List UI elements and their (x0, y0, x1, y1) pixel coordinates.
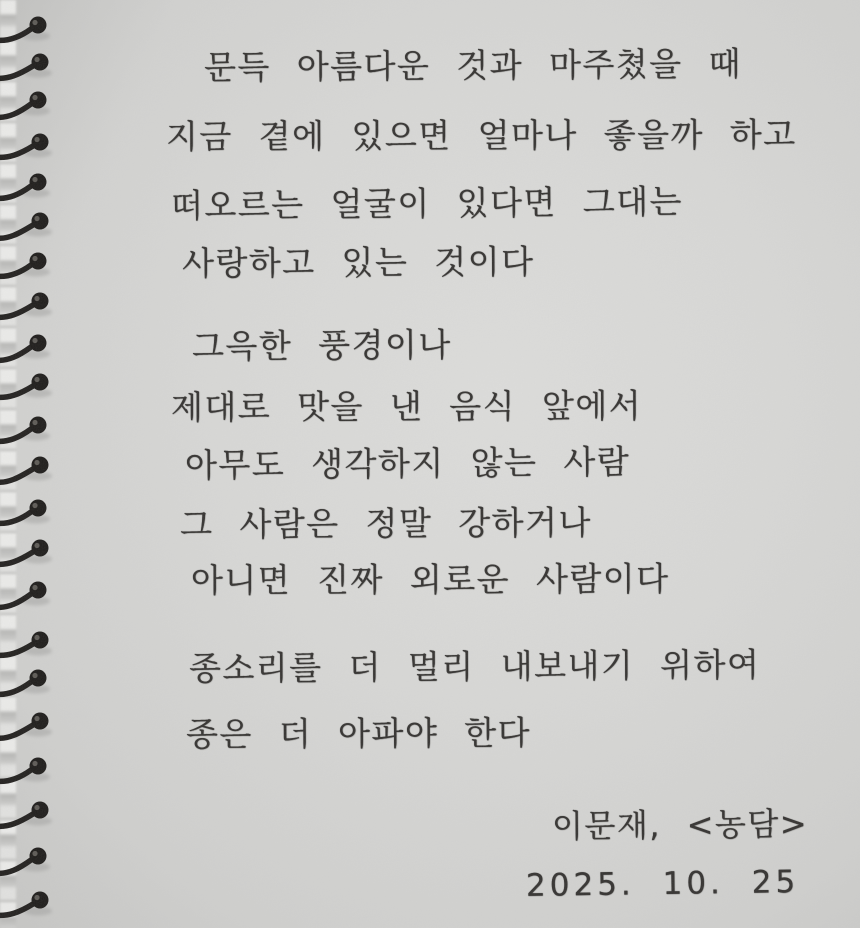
poem-line: 아니면 진짜 외로운 사람이다 (190, 559, 670, 600)
poem-line: 떠오르는 얼굴이 있다면 그대는 (170, 181, 684, 226)
poem-line: 제대로 맛을 낸 음식 앞에서 (170, 386, 643, 427)
poem-line: 그 사람은 정말 강하거나 (179, 502, 592, 545)
poem-attribution: 이문재, <농담> (551, 804, 809, 846)
poem-line: 문득 아름다운 것과 마주쳤을 때 (203, 44, 743, 87)
poem-line: 종소리를 더 멀리 내보내기 위하여 (188, 645, 761, 688)
poem-line: 지금 곁에 있으면 얼마나 좋을까 하고 (165, 114, 797, 157)
poem-line: 종은 더 아파야 한다 (185, 713, 532, 754)
poem-line: 사랑하고 있는 것이다 (181, 242, 535, 283)
poem-line: 아무도 생각하지 않는 사람 (184, 442, 631, 485)
poem-date: 2025. 10. 25 (525, 864, 800, 904)
poem-line: 그윽한 풍경이나 (191, 325, 452, 366)
